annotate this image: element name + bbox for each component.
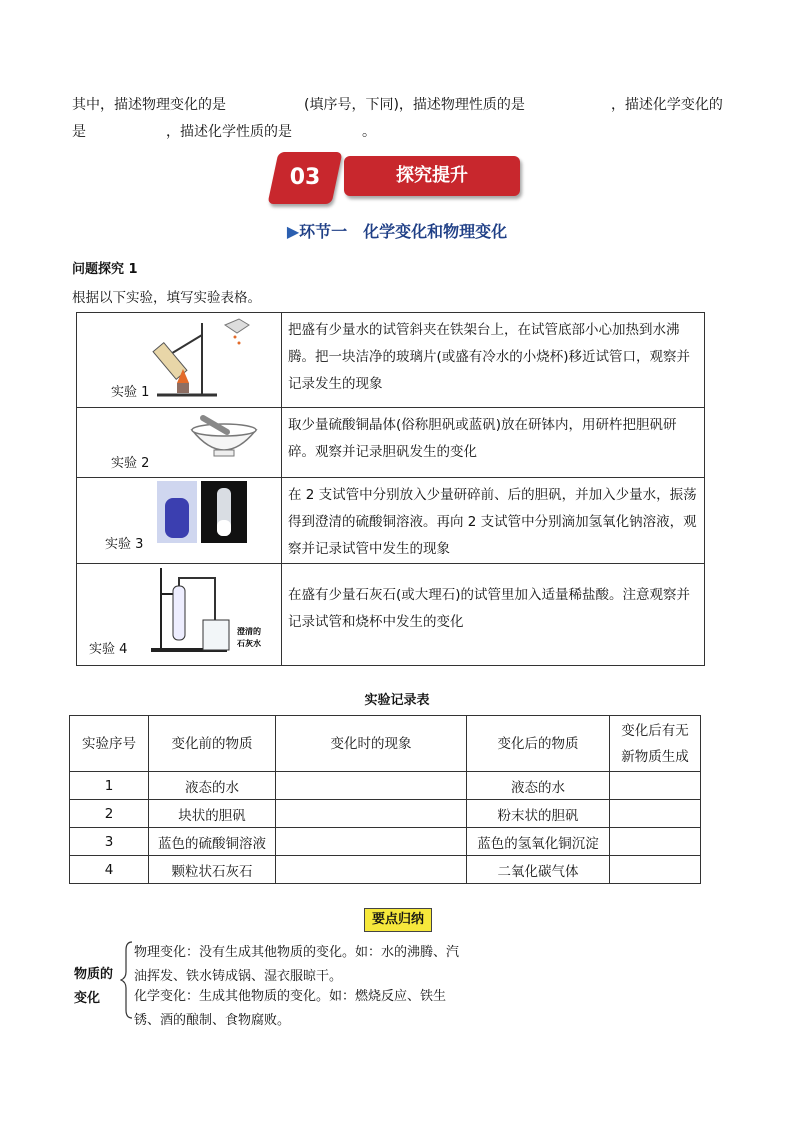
table-row [70, 800, 701, 828]
summary-line: 油挥发、铁水铸成锅、湿衣服晾干。 [134, 969, 343, 984]
experiment-label: 实验 1 [111, 385, 150, 400]
triangle-marker-icon: ▶ [286, 222, 300, 241]
experiment-image-cell [77, 313, 282, 408]
experiment-description: 在盛有少量石灰石(或大理石)的试管里加入适量稀盐酸。注意观察并记录试管和烧杯中发生的变化 [282, 564, 705, 666]
experiment-row [77, 478, 705, 564]
intro-text-3: ，描述化学变化的 [610, 97, 723, 113]
section-title: 探究提升 [344, 156, 520, 196]
experiment-description: 把盛有少量水的试管斜夹在铁架台上，在试管底部小心加热到水沸腾。把一块洁净的玻璃片(或盛有冷水的小烧杯)移近试管口，观察并记录发生的现象 [282, 313, 705, 408]
table-cell: 液态的水 [467, 772, 610, 800]
table-cell: 2 [70, 800, 149, 828]
header-cell: 变化后的物质 [467, 716, 610, 772]
experiment-row [77, 313, 705, 408]
table-cell: 蓝色的氢氧化铜沉淀 [467, 828, 610, 856]
experiment-table [76, 312, 705, 666]
intro-text-2: (填序号，下同)，描述物理性质的是 [304, 97, 525, 113]
subsection-heading [0, 219, 794, 242]
header-cell: 实验序号 [70, 716, 149, 772]
experiment-label: 实验 3 [105, 537, 144, 552]
table-row [70, 828, 701, 856]
summary-line: 化学变化：生成其他物质的变化。如：燃烧反应、铁生 [134, 989, 447, 1004]
header-cell: 变化前的物质 [149, 716, 276, 772]
problem-instruction: 根据以下实验，填写实验表格。 [72, 290, 261, 306]
table-cell [610, 828, 701, 856]
apparatus-caption-line-2: 石灰水 [237, 639, 261, 648]
table-cell: 1 [70, 772, 149, 800]
experiment-description: 取少量硫酸铜晶体(俗称胆矾或蓝矾)放在研钵内，用研杵把胆矾研碎。观察并记录胆矾发生的变化 [282, 408, 705, 478]
table-cell [276, 772, 467, 800]
table-cell [276, 856, 467, 884]
table-cell: 蓝色的硫酸铜溶液 [149, 828, 276, 856]
table-header-row [70, 716, 701, 772]
table-cell [276, 828, 467, 856]
table-cell: 块状的胆矾 [149, 800, 276, 828]
summary-topic-line: 变化 [74, 991, 101, 1006]
summary-line: 锈、酒的酿制、食物腐败。 [134, 1013, 291, 1028]
table-cell [276, 800, 467, 828]
header-cell: 变化后有无新物质生成 [610, 716, 701, 772]
intro-line-2 [72, 118, 732, 146]
table-cell: 3 [70, 828, 149, 856]
intro-text-5: ，描述化学性质的是 [166, 124, 292, 140]
experiment-label: 实验 2 [111, 456, 150, 471]
intro-line-1 [72, 91, 732, 119]
table-cell: 4 [70, 856, 149, 884]
table-cell: 粉末状的胆矾 [467, 800, 610, 828]
key-points-badge: 要点归纳 [364, 908, 432, 932]
chemical-change-text [134, 985, 446, 1033]
summary-topic [74, 963, 113, 1011]
heating-test-tube-icon [77, 313, 281, 408]
summary-line: 物理变化：没有生成其他物质的变化。如：水的沸腾、汽 [134, 945, 460, 960]
table-cell [610, 772, 701, 800]
physical-change-text [134, 941, 459, 989]
experiment-description: 在 2 支试管中分别放入少量研碎前、后的胆矾，并加入少量水，振荡得到澄清的硫酸铜溶液。再向 2 支试管中分别滴加氢氧化钠溶液，观察并记录试管中发生的现象 [282, 478, 705, 564]
table-row [70, 856, 701, 884]
brace-icon [120, 940, 134, 1020]
apparatus-caption-line-1: 澄清的 [237, 627, 261, 636]
record-table-title: 实验记录表 [364, 693, 430, 708]
experiment-image-cell [77, 478, 282, 564]
experiment-label: 实验 4 [89, 642, 128, 657]
intro-text-1: 其中，描述物理变化的是 [72, 97, 226, 113]
summary-topic-line: 物质的 [74, 967, 114, 982]
section-number-badge [267, 152, 342, 204]
table-cell: 二氧化碳气体 [467, 856, 610, 884]
intro-text-4: 是 [72, 124, 86, 140]
record-table [69, 715, 701, 884]
table-row [70, 772, 701, 800]
mortar-pestle-icon [77, 408, 281, 478]
header-cell: 变化时的现象 [276, 716, 467, 772]
experiment-row [77, 408, 705, 478]
section-number: 03 [289, 165, 321, 190]
table-cell [610, 800, 701, 828]
table-cell: 颗粒状石灰石 [149, 856, 276, 884]
table-cell: 液态的水 [149, 772, 276, 800]
subsection-title: 环节一 化学变化和物理变化 [299, 222, 508, 241]
intro-text-6: 。 [362, 124, 376, 140]
problem-title: 问题探究 1 [72, 262, 138, 277]
table-cell [610, 856, 701, 884]
experiment-image-cell [77, 408, 282, 478]
experiment-row [77, 564, 705, 666]
experiment-image-cell [77, 564, 282, 666]
